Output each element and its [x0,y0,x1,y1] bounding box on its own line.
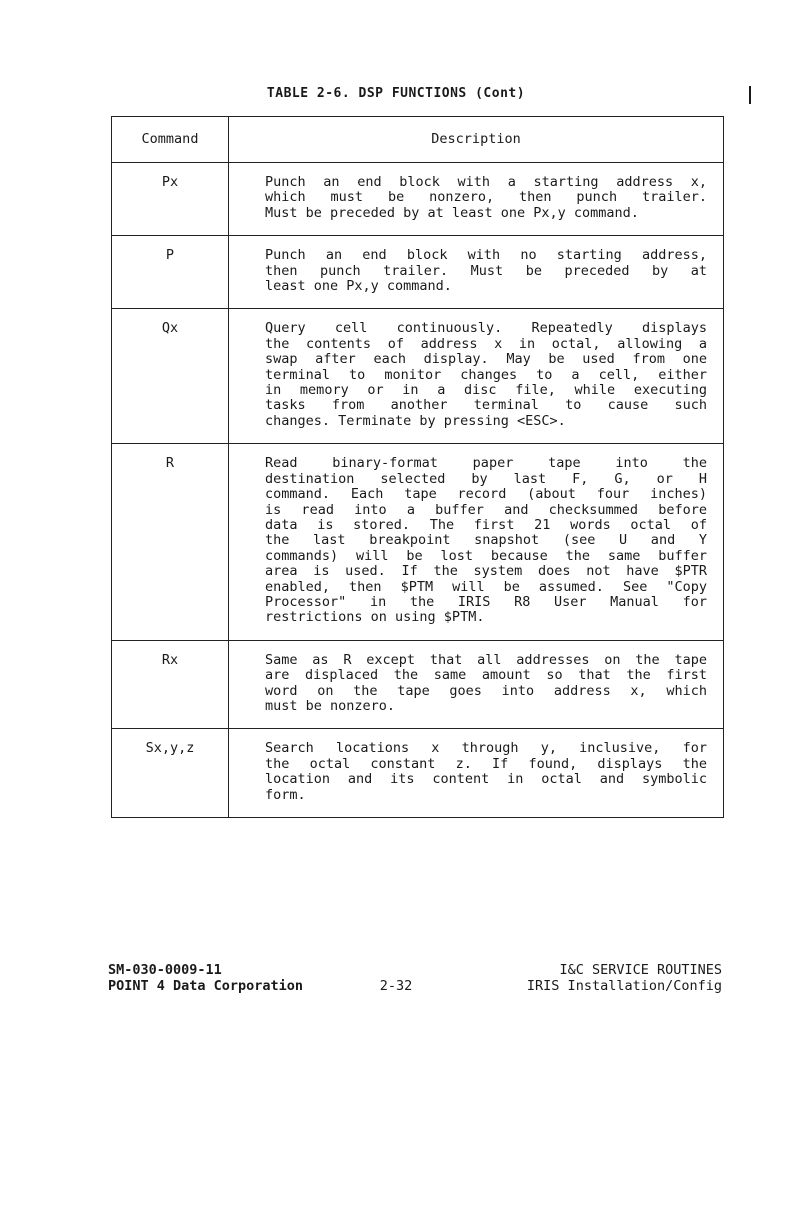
table-body [112,163,724,818]
description-cell [229,309,724,444]
manual-name: IRIS Installation/Config [526,978,722,994]
command-cell: Px [112,163,229,236]
description-line: destination selected by last F, G, or H [265,470,707,487]
doc-number: SM-030-0009-11 [108,962,222,978]
description-line: Must be preceded by at least one Px,y command. [265,204,639,221]
description-line: Query cell continuously. Repeatedly displays [265,320,707,337]
dsp-functions-table [111,116,724,818]
description-line: which must be nonzero, then punch trailer. [265,189,707,206]
table-row [112,236,724,309]
description-line: terminal to monitor changes to a cell, either [265,366,707,383]
command-cell: Qx [112,309,229,444]
header-description: Description [229,117,724,163]
description-line: command. Each tape record (about four inches) [265,486,707,503]
description-line: Same as R except that all addresses on the tape [265,651,707,668]
table-row [112,444,724,640]
section-name: I&C SERVICE ROUTINES [559,962,722,978]
description-line: Punch an end block with no starting address, [265,247,707,264]
description-line: Processor" in the IRIS R8 User Manual for [265,593,707,610]
description-line: Read binary-format paper tape into the [265,455,707,472]
description-line: location and its content in octal and symbolic [265,771,707,788]
description-line: then punch trailer. Must be preceded by at [265,262,707,279]
description-line: commands) will be lost because the same buffer [265,547,707,564]
description-cell [229,163,724,236]
table-row [112,309,724,444]
description-line: the contents of address x in octal, allowing a [265,335,707,352]
description-cell [229,444,724,640]
description-line: area is used. If the system does not have $PTR [265,563,707,580]
table-row [112,640,724,729]
description-line: least one Px,y command. [265,278,452,295]
description-line: enabled, then $PTM will be assumed. See "Copy [265,578,707,595]
table-header-row [112,117,724,163]
header-command: Command [112,117,229,163]
footer-right [527,962,722,994]
command-cell: P [112,236,229,309]
table-row [112,163,724,236]
description-line: tasks from another terminal to cause such [265,397,707,414]
company-name: POINT 4 Data Corporation [108,978,304,994]
description-cell [229,236,724,309]
command-cell: R [112,444,229,640]
description-cell [229,640,724,729]
description-line: restrictions on using $PTM. [265,609,485,626]
description-line: data is stored. The first 21 words octal of [265,516,707,533]
description-line: the last breakpoint snapshot (see U and Y [265,532,707,549]
description-line: word on the tape goes into address x, which [265,682,707,699]
description-line: must be nonzero. [265,697,396,714]
command-cell: Sx,y,z [112,729,229,818]
description-line: swap after each display. May be used from one [265,351,707,368]
command-cell: Rx [112,640,229,729]
description-line: form. [265,786,306,803]
description-line: is read into a buffer and checksummed before [265,501,707,518]
description-line: changes. Terminate by pressing <ESC>. [265,412,566,429]
table-title: TABLE 2-6. DSP FUNCTIONS (Cont) [266,86,526,101]
page-number: 2-32 [379,978,413,994]
table-row [112,729,724,818]
description-line: Search locations x through y, inclusive, for [265,740,707,757]
description-cell [229,729,724,818]
change-bar [749,86,751,104]
description-line: in memory or in a disc file, while executing [265,382,707,399]
description-line: the octal constant z. If found, displays the [265,755,707,772]
description-line: are displaced the same amount so that the first [265,667,707,684]
description-line: Punch an end block with a starting address x, [265,174,707,190]
